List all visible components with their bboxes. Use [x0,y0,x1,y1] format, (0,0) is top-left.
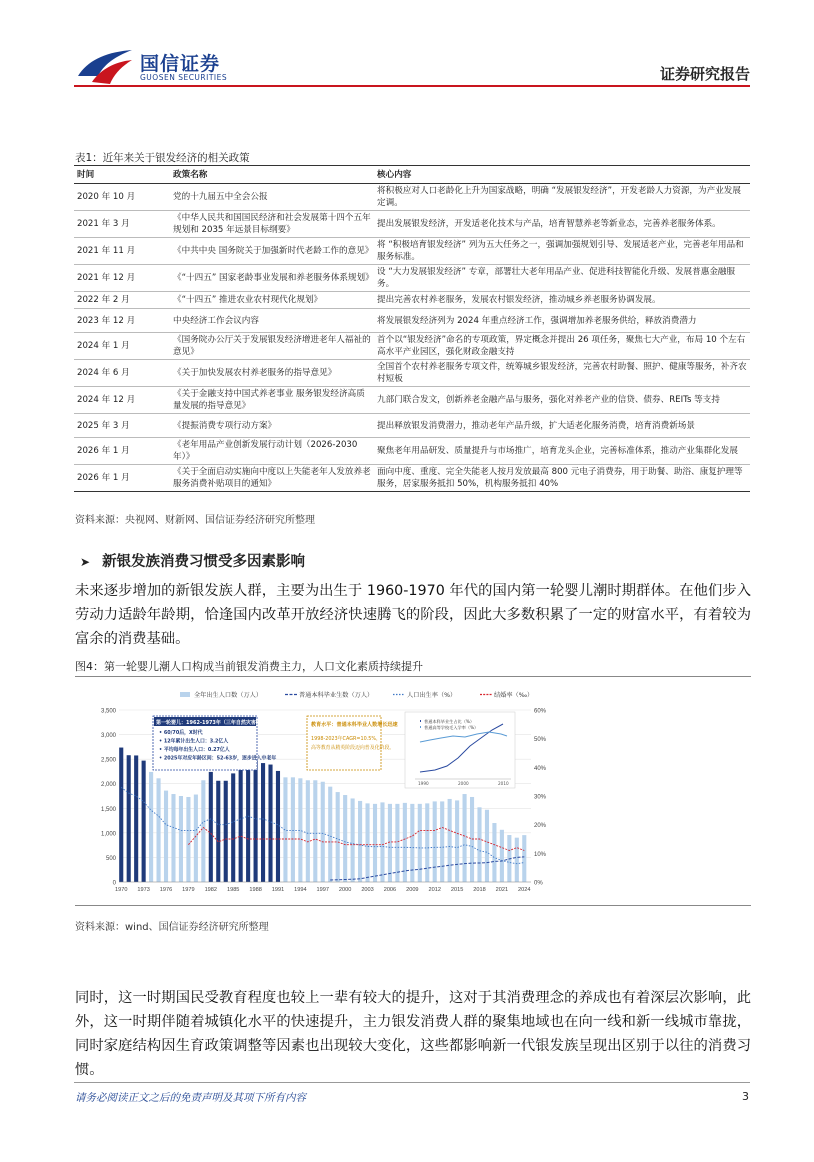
cell-time: 2025 年 3 月 [74,414,170,438]
birth-bar [336,792,340,882]
legend-label: 全年出生人口数（万人） [194,692,263,699]
x-tick-label: 2015 [450,887,464,893]
footer-divider [74,1082,750,1083]
birth-bar [365,803,369,882]
annotation-line: • 12年累计出生人口：3.2亿人 [159,738,229,745]
section-heading-text: 新银发族消费习惯受多因素影响 [102,554,306,570]
cell-content: 面向中度、重度、完全失能老人按月发放最高 800 元电子消费券，用于助餐、助浴、康复护理等服务，居家服务抵扣 50%，机构服务抵扣 40% [374,465,750,492]
birth-bar [470,797,474,882]
x-tick-label: 2000 [338,887,352,893]
y-left-tick-label: 2,500 [100,757,116,764]
col-header-time: 时间 [74,166,170,184]
chart-legend [180,691,533,699]
paragraph-1: 未来逐步增加的新银发族人群，主要为出生于 1960-1970 年代的国内第一轮婴儿潮时期群体。在他们步入劳动力适龄年龄期，恰逢国内改革开放经济快速腾飞的阶段，因此大多数积累了一定的财富水平，有着较为富余的消费基础。 [75,583,751,647]
cell-content: 提出发展银发经济，开发适老化技术与产品，培育智慧养老等新业态，完善养老服务体系。 [374,211,750,238]
birth-bar [306,780,310,882]
x-tick-label: 1988 [249,887,262,893]
birth-bar [216,781,220,882]
x-tick-label: 2009 [406,887,419,893]
table-row [74,211,750,238]
table-row [74,387,750,414]
legend-label: 普通本科毕业生数（万人） [299,692,374,699]
legend-swatch [180,692,190,697]
birth-bar [313,780,317,882]
cell-policy-name: 党的十九届五中全会公报 [170,184,374,211]
x-tick-label: 1976 [159,887,173,893]
x-tick-label: 1994 [294,887,307,893]
table-caption: 表1：近年来关于银发经济的相关政策 [75,152,250,164]
legend-label: 人口出生率（%） [407,692,457,699]
birth-bar [477,807,481,882]
cell-content: 将 “积极培育银发经济” 列为五大任务之一，强调加强规划引导、发展适老产业，完善老年用品和服务标准。 [374,238,750,265]
y-right-tick-label: 40% [534,765,547,772]
birth-bar [224,781,228,882]
birth-bar [492,823,496,882]
y-right-tick-label: 10% [534,851,547,858]
birth-bar [239,765,243,882]
birth-bar [291,777,295,882]
birth-bar [231,773,235,882]
y-right-tick-label: 20% [534,823,547,830]
cell-policy-name: 《提振消费专项行动方案》 [170,414,374,438]
birth-bar [395,804,399,882]
cell-policy-name: 《“十四五” 推进农业农村现代化规划》 [170,292,374,309]
figure-chart [75,680,553,902]
y-right-tick-label: 50% [534,737,547,744]
birth-bar [254,761,258,882]
birth-bar [149,772,153,882]
birth-bar [485,810,489,882]
x-tick-label: 1979 [182,887,195,893]
annotation-title: 第一轮婴儿：1962-1973年（三年自然灾害后） [156,720,266,726]
birth-bar [127,755,131,882]
y-right-tick-label: 60% [534,708,547,715]
birth-bar [455,800,459,882]
cell-content: 首个以“银发经济”命名的专项政策，界定概念并提出 26 项任务，聚焦七大产业，布局 10 个左右高水平产业园区，强化财政金融支持 [374,333,750,360]
cell-content: 将发展银发经济列为 2024 年重点经济工作，强调增加养老服务供给，释放消费潜力 [374,309,750,333]
guosen-logo-icon [76,46,134,86]
logo-text-en: GUOSEN SECURITIES [140,73,228,82]
x-tick-label: 2018 [473,887,486,893]
birth-bar [164,791,168,882]
cell-content: 将积极应对人口老龄化上升为国家战略，明确 “发展银发经济”，开发老龄人力资源，为产业发展定调。 [374,184,750,211]
birth-bar [268,765,272,882]
annotation-title: 教育水平：普通本科毕业人数增长迅速 [311,722,398,728]
paragraph-2: 同时，这一时期国民受教育程度也较上一辈有较大的提升，这对于其消费理念的养成也有着深层次影响，此外，这一时期伴随着城镇化水平的快速提升，主力银发消费人群的聚集地域也在向一线和新一线城市靠拢，同时家庭结构因生育政策调整等因素也出现较大变化，这些都影响新一代银发族呈现出区别于以往的消费习惯。 [75,990,751,1078]
page-header [0,0,814,90]
x-tick-label: 1991 [271,887,285,893]
cell-policy-name: 《国务院办公厅关于发展银发经济增进老年人福祉的意见》 [170,333,374,360]
cell-content: 提出释放银发消费潜力，推动老年产品升级，扩大适老化服务消费，培育消费新场景 [374,414,750,438]
legend-label: 结婚率（‰） [494,692,534,699]
cell-time: 2026 年 1 月 [74,438,170,465]
birth-bar [179,796,183,882]
figure-top-rule [75,676,751,677]
y-left-tick-label: 2,000 [100,782,116,789]
cell-policy-name: 《关于金融支持中国式养老事业 服务银发经济高质量发展的指导意见》 [170,387,374,414]
birth-bar [433,801,437,882]
birth-bar [142,761,146,882]
annotation-line: 高等教育从精英阶段迈向普及化阶段。 [311,745,395,751]
cell-content: 九部门联合发文，创新养老金融产品与服务，强化对养老产业的信贷、债券、REITs 等支持 [374,387,750,414]
x-tick-label: 1973 [137,887,150,893]
birth-bar [119,748,123,882]
cell-time: 2022 年 2 月 [74,292,170,309]
cell-policy-name: 《“十四五” 国家老龄事业发展和养老服务体系规划》 [170,265,374,292]
inset-legend-label: 普通本科毕业生占比（%） [424,719,475,724]
cell-content: 全国首个农村养老服务专项文件，统筹城乡银发经济，完善农村助餐、照护、健康等服务，补齐农村短板 [374,360,750,387]
birth-bar [463,794,467,882]
cell-policy-name: 《关于加快发展农村养老服务的指导意见》 [170,360,374,387]
y-left-tick-label: 1,000 [100,831,116,838]
birth-bar [194,795,198,882]
table-row [74,184,750,211]
table-row [74,292,750,309]
cell-time: 2020 年 10 月 [74,184,170,211]
cell-time: 2023 年 12 月 [74,309,170,333]
birth-bar [246,758,250,882]
figure-bottom-rule [75,905,751,906]
birth-bar [186,797,190,882]
y-right-tick-label: 30% [534,794,547,801]
figure-caption: 图4：第一轮婴儿潮人口构成当前银发消费主力，人口文化素质持续提升 [75,660,423,673]
cell-time: 2024 年 1 月 [74,333,170,360]
birth-bar [321,782,325,882]
inset-x-tick-label: 2010 [498,781,509,786]
birth-bar [522,835,526,882]
annotation-line: • 60/70后，X时代 [159,730,203,736]
birth-bar [201,780,205,882]
table-header-row [74,166,750,184]
x-tick-label: 1997 [316,887,329,893]
x-tick-label: 2006 [383,887,397,893]
birth-bar [440,801,444,882]
birth-bar [373,804,377,882]
birth-bar [134,755,138,882]
inset-x-tick-label: 2000 [458,781,469,786]
cell-policy-name: 《关于全面启动实施向中度以上失能老年人发放养老服务消费补贴项目的通知》 [170,465,374,492]
policy-table [74,165,750,492]
x-tick-label: 1970 [115,887,128,893]
birth-bar [261,763,265,882]
cell-policy-name: 《中华人民共和国国民经济和社会发展第十四个五年规划和 2035 年远景目标纲要》 [170,211,374,238]
birth-bar [500,830,504,882]
y-left-tick-label: 1,500 [100,806,116,813]
y-left-tick-label: 3,000 [100,733,116,740]
table-row [74,333,750,360]
cell-time: 2026 年 1 月 [74,465,170,492]
table-row [74,265,750,292]
birth-bar [380,802,384,882]
cell-policy-name: 《老年用品产业创新发展行动计划（2026-2030 年）》 [170,438,374,465]
table-row [74,465,750,492]
arrow-bullet-icon: ➤ [80,555,91,569]
col-header-content: 核心内容 [374,166,750,184]
birth-bar [418,804,422,882]
annotation-line: • 平均每年出生人口：0.27亿人 [159,747,230,753]
col-header-name: 政策名称 [170,166,374,184]
inset-legend-label: 普通高等学校毛入学率（%） [424,725,479,730]
cell-time: 2021 年 11 月 [74,238,170,265]
table-row [74,238,750,265]
cell-time: 2024 年 12 月 [74,387,170,414]
annotation-line: • 2025年对应年龄区间：52-63岁，逐步进入中老年 [159,755,277,762]
y-left-tick-label: 3,500 [100,708,116,715]
logo-text-cn: 国信证券 [140,53,221,75]
footer-disclaimer: 请务必阅读正文之后的免责声明及其项下所有内容 [75,1092,306,1104]
birth-bar [343,795,347,882]
y-right-tick-label: 0% [534,880,543,887]
table-row [74,438,750,465]
birth-bar [515,838,519,882]
birth-bar [388,804,392,882]
cell-content: 提出完善农村养老服务，发展农村银发经济，推动城乡养老服务协调发展。 [374,292,750,309]
cell-content: 聚焦老年用品研发、质量提升与市场推广，培育龙头企业，完善标准体系，推动产业集群化发展 [374,438,750,465]
chart-svg [75,680,553,902]
birth-bar [351,798,355,882]
table-row [74,309,750,333]
cell-time: 2021 年 12 月 [74,265,170,292]
x-tick-label: 2024 [518,887,531,893]
cell-time: 2021 年 3 月 [74,211,170,238]
table-row [74,360,750,387]
table-row [74,414,750,438]
x-tick-label: 2021 [495,887,509,893]
x-tick-label: 2003 [361,887,374,893]
birth-bar [328,787,332,882]
inset-x-tick-label: 1990 [418,781,429,786]
birth-bar [358,801,362,882]
table-source: 资料来源：央视网、财新网、国信证券经济研究所整理 [75,515,315,526]
report-type: 证券研究报告 [659,65,750,83]
x-tick-label: 2012 [428,887,441,893]
x-tick-label: 1985 [226,887,240,893]
birth-bar [276,771,280,882]
birth-bar [448,799,452,882]
y-left-tick-label: 0 [112,880,116,887]
birth-bar [403,803,407,882]
y-left-tick-label: 500 [105,855,116,862]
section-heading [80,550,305,571]
birth-bar [425,803,429,882]
cell-policy-name: 中央经济工作会议内容 [170,309,374,333]
cell-policy-name: 《中共中央 国务院关于加强新时代老龄工作的意见》 [170,238,374,265]
birth-bar [171,794,175,882]
page-number: 3 [742,1090,749,1103]
table-body [74,184,750,492]
birth-bar [157,778,161,882]
annotation-line: 1998-2023年CAGR=10.5%， [311,736,381,742]
cell-time: 2024 年 6 月 [74,360,170,387]
figure-source: 资料来源：wind、国信证券经济研究所整理 [75,922,269,933]
cell-content: 设 “大力发展银发经济” 专章，部署壮大老年用品产业、促进科技智能化升级、发展普惠金融服务。 [374,265,750,292]
header-divider [74,85,750,87]
birth-bar [209,772,213,882]
x-tick-label: 1982 [204,887,218,893]
